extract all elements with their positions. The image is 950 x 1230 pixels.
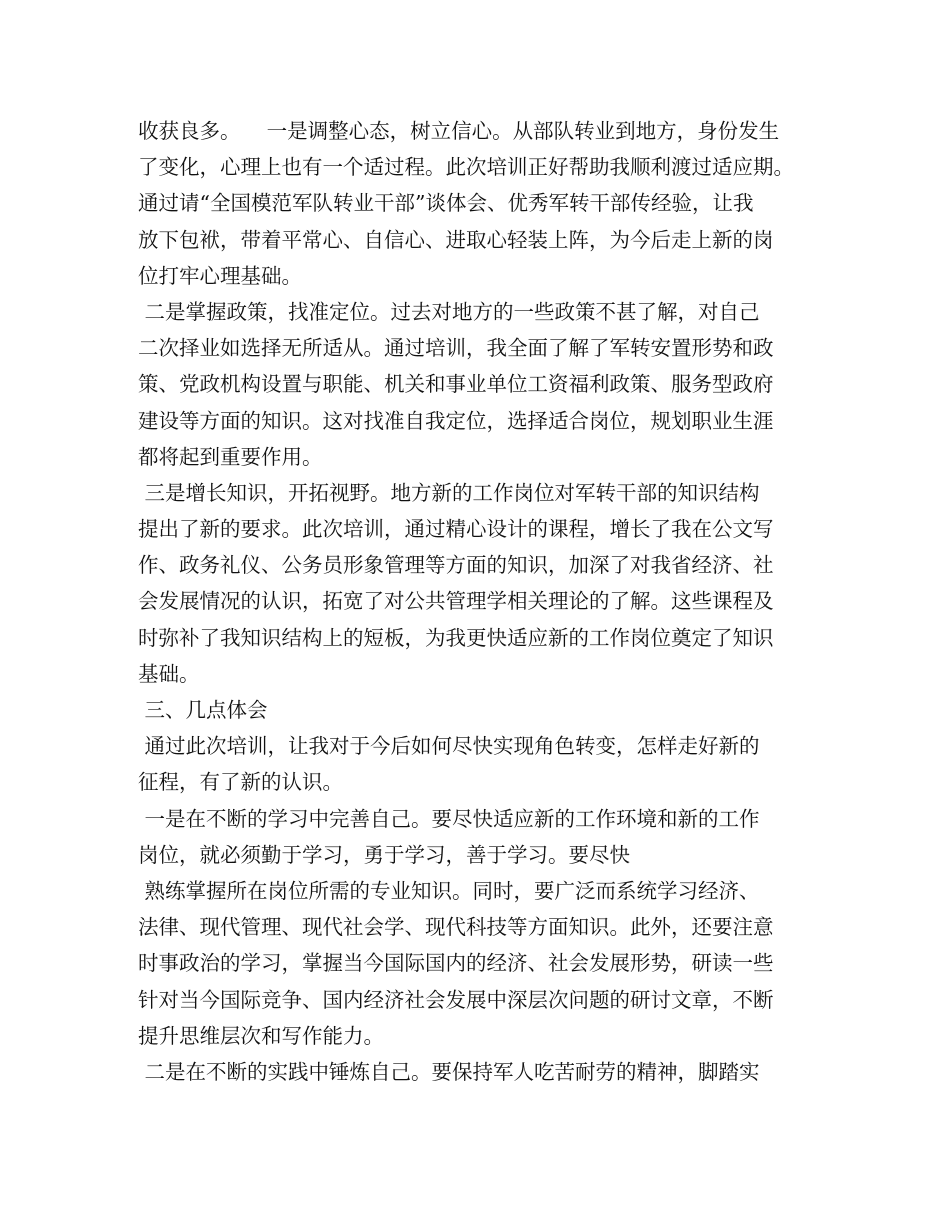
text-line: 针对当今国际竞争、国内经济社会发展中深层次问题的研讨文章，不断 xyxy=(138,987,774,1012)
text-line: 熟练掌握所在岗位所需的专业知识。同时，要广泛而系统学习经济、 xyxy=(138,878,760,903)
text-line: 会发展情况的认识，拓宽了对公共管理学相关理论的了解。这些课程及 xyxy=(138,589,774,614)
text-line: 都将起到重要作用。 xyxy=(138,444,323,469)
text-line: 通过此次培训，让我对于今后如何尽快实现角色转变，怎样走好新的 xyxy=(138,734,760,759)
text-line: 提升思维层次和写作能力。 xyxy=(138,1023,384,1048)
text-line: 岗位，就必须勤于学习，勇于学习，善于学习。要尽快 xyxy=(138,842,630,867)
text-line: 位打牢心理基础。 xyxy=(138,263,302,288)
text-line: 时弥补了我知识结构上的短板，为我更快适应新的工作岗位奠定了知识 xyxy=(138,625,774,650)
text-line: 作、政务礼仪、公务员形象管理等方面的知识，加深了对我省经济、社 xyxy=(138,553,774,578)
text-line: 征程，有了新的认识。 xyxy=(138,770,343,795)
text-line: 法律、现代管理、现代社会学、现代科技等方面知识。此外，还要注意 xyxy=(138,915,774,940)
text-line: 放下包袱，带着平常心、自信心、进取心轻装上阵，为今后走上新的岗 xyxy=(138,227,774,252)
text-line: 一是在不断的学习中完善自己。要尽快适应新的工作环境和新的工作 xyxy=(138,806,760,831)
text-line: 提出了新的要求。此次培训，通过精心设计的课程，增长了我在公文写 xyxy=(138,517,774,542)
text-line: 二是在不断的实践中锤炼自己。要保持军人吃苦耐劳的精神，脚踏实 xyxy=(138,1059,760,1084)
section-heading: 三、几点体会 xyxy=(138,698,268,722)
text-line: 策、党政机构设置与职能、机关和事业单位工资福利政策、服务型政府 xyxy=(138,372,774,397)
text-line: 了变化，心理上也有一个适过程。此次培训正好帮助我顺利渡过适应期。 xyxy=(138,155,794,180)
document-body xyxy=(138,113,828,1090)
text-line: 二是掌握政策，找准定位。过去对地方的一些政策不甚了解，对自己 xyxy=(138,299,760,324)
text-line: 时事政治的学习，掌握当今国际国内的经济、社会发展形势，研读一些 xyxy=(138,951,774,976)
text-line: 三是增长知识，开拓视野。地方新的工作岗位对军转干部的知识结构 xyxy=(138,480,760,505)
text-line: 收获良多。 一是调整心态，树立信心。从部队转业到地方，身份发生 xyxy=(138,119,780,143)
text-line: 二次择业如选择无所适从。通过培训，我全面了解了军转安置形势和政 xyxy=(138,336,774,361)
text-line: 通过请“全国模范军队转业干部”谈体会、优秀军转干部传经验，让我 xyxy=(138,191,754,216)
text-line: 建设等方面的知识。这对找准自我定位，选择适合岗位，规划职业生涯 xyxy=(138,408,774,433)
text-line: 基础。 xyxy=(138,661,200,686)
